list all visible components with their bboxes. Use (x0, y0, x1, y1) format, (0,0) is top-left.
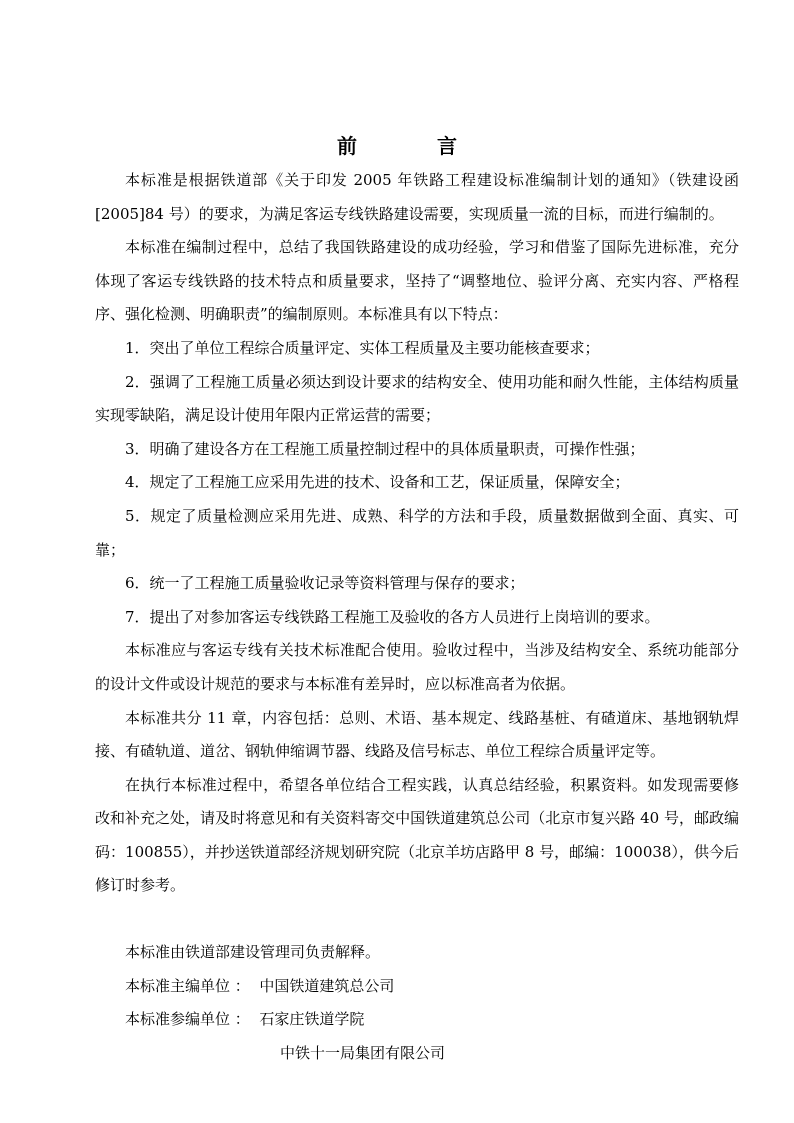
paragraph: 本标准是根据铁道部《关于印发 2005 年铁路工程建设标准编制计划的通知》（铁建设函[2005]84 号）的要求，为满足客运专线铁路建设需要，实现质量一流的目标，而进行编制的。 (95, 171, 739, 223)
interpretation-note: 本标准由铁道部建设管理司负责解释。 (125, 943, 381, 962)
list-item: 1．突出了单位工程综合质量评定、实体工程质量及主要功能核查要求； (125, 338, 600, 357)
paragraph: 本标准在编制过程中，总结了我国铁路建设的成功经验，学习和借鉴了国际先进标准，充分体现了客运专线铁路的技术特点和质量要求，坚持了“调整地位、验评分离、充实内容、严格程序、强化检测、明确职责”的编制原则。本标准具有以下特点： (95, 238, 739, 324)
paragraph: 本标准应与客运专线有关技术标准配合使用。验收过程中，当涉及结构安全、系统功能部分的设计文件或设计规范的要求与本标准有差异时，应以标准高者为依据。 (95, 641, 739, 693)
list-item: 5．规定了质量检测应采用先进、成熟、科学的方法和手段，质量数据做到全面、真实、可靠； (95, 506, 739, 559)
chief-editor-name: 中国铁道建筑总公司 (259, 976, 395, 995)
co-editor-name-2: 中铁十一局集团有限公司 (280, 1043, 446, 1062)
list-item: 3．明确了建设各方在工程施工质量控制过程中的具体质量职责，可操作性强； (125, 439, 645, 458)
paragraph: 本标准共分 11 章，内容包括：总则、术语、基本规定、线路基桩、有碴道床、基地钢轨焊接、有碴轨道、道岔、钢轨伸缩调节器、线路及信号标志、单位工程综合质量评定等。 (95, 708, 739, 761)
document-body (95, 164, 739, 1070)
co-editor-line (95, 1003, 739, 1037)
page-title: 前 言 (337, 134, 487, 158)
list-item: 7．提出了对参加客运专线铁路工程施工及验收的各方人员进行上岗培训的要求。 (125, 607, 660, 626)
list-item: 2．强调了工程施工质量必须达到设计要求的结构安全、使用功能和耐久性能，主体结构质量实现零缺陷，满足设计使用年限内正常运营的需要； (95, 372, 739, 425)
list-item: 4．规定了工程施工应采用先进的技术、设备和工艺，保证质量，保障安全； (125, 473, 630, 492)
spacer (95, 903, 739, 936)
list-item: 6．统一了工程施工质量验收记录等资料管理与保存的要求； (125, 574, 525, 593)
paragraph: 在执行本标准过程中，希望各单位结合工程实践，认真总结经验，积累资料。如发现需要修改和补充之处，请及时将意见和有关资料寄交中国铁道建筑总公司（北京市复兴路 40 号，邮政编码：100855），并抄送铁道部经济规划研究院（北京羊坊店路甲 8 号，邮编：100038），供今后修订时参考。 (95, 775, 739, 895)
chief-editor-label: 本标准主编单位 ： (125, 976, 250, 995)
chief-editor-line (95, 970, 739, 1004)
co-editor-label: 本标准参编单位 ： (125, 1010, 250, 1029)
co-editor-name: 石家庄铁道学院 (259, 1010, 365, 1029)
